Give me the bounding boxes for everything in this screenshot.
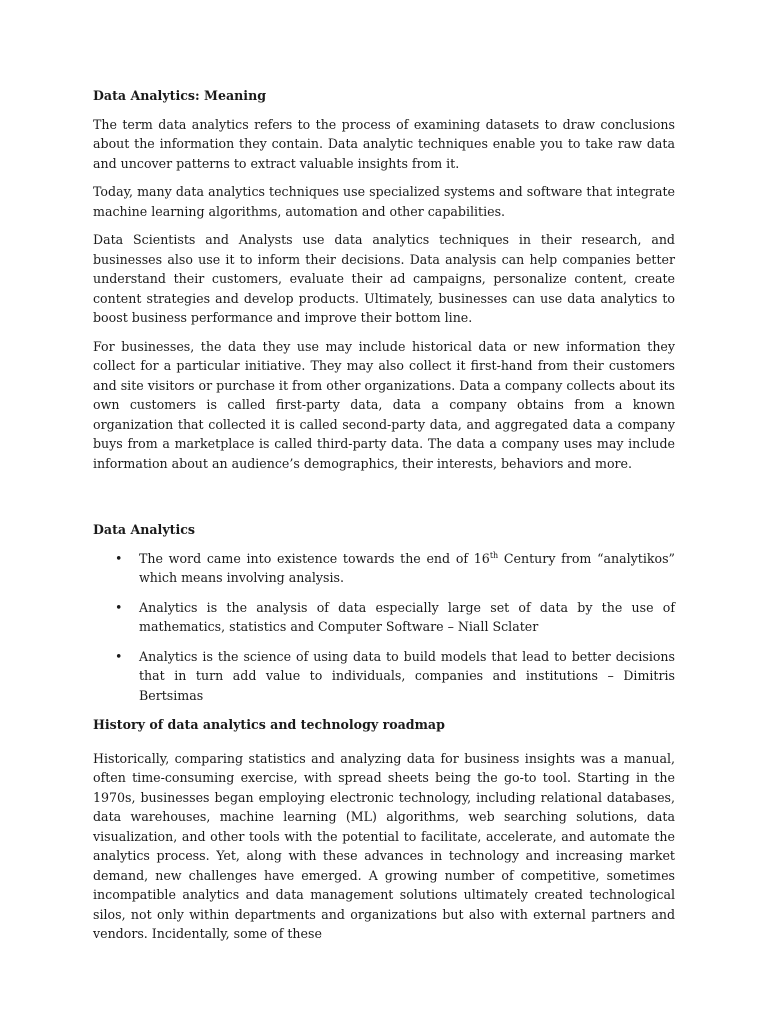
bullet-text: Analytics is the analysis of data especially large set of data by the use of mathematics, statistics and Computer Software – Niall Sclater [139,599,675,634]
paragraph-definition: The term data analytics refers to the process of examining datasets to draw conclusions about the information they contain. Data analytic techniques enable you to take raw data and uncover patterns to extract valuable insights from it. [93,116,675,171]
bullet-text-before: The word came into existence towards the end of 16 [139,550,490,566]
section-heading-data-analytics: Data Analytics [93,522,195,537]
list-item [93,549,675,588]
section-spacer [93,482,675,520]
bullet-marker: • [115,599,123,615]
history-section [93,749,675,944]
ordinal-superscript: th [489,550,499,560]
paragraph-scientists: Data Scientists and Analysts use data analytics techniques in their research, and businesses also use it to inform their decisions. Data analysis can help companies better understand their customers, evaluate their ad campaigns, personalize content, create content strategies and develop products. Ultimately, businesses can use data analytics to boost business performance and improve their bottom line. [93,232,675,325]
definitions-list [93,549,675,706]
list-item [93,598,675,637]
bullet-text-after: Century from “analytikos” which means involving analysis. [139,550,675,585]
bullet-text: Analytics is the science of using data to build models that lead to better decisions that in turn add value to individuals, companies and institutions – Dimitris Bertsimas [139,648,675,703]
paragraph-techniques: Today, many data analytics techniques use specialized systems and software that integrate machine learning algorithms, automation and other capabilities. [93,184,675,219]
section-heading-history: History of data analytics and technology roadmap [93,717,445,732]
section-heading-meaning: Data Analytics: Meaning [93,88,267,103]
list-item [93,647,675,706]
paragraph-businesses: For businesses, the data they use may include historical data or new information they collect for a particular initiative. They may also collect it first-hand from their customers and site visitors or purchase it from other organizations. Data a company collects about its own customers is called first-party data, data a company obtains from a known organization that collected it is called second-party data, and aggregated data a company buys from a marketplace is called third-party data. The data a company uses may include information about an audience’s demographics, their interests, behaviors and more. [93,338,675,471]
document-page [93,86,675,944]
paragraph-history: Historically, comparing statistics and analyzing data for business insights was a manual, often time-consuming exercise, with spread sheets being the go-to tool. Starting in the 1970s, businesses began employing electronic technology, including relational databases, data warehouses, machine learning (ML) algorithms, web searching solutions, data visualization, and other tools with the potential to facilitate, accelerate, and automate the analytics process. Yet, along with these advances in technology and increasing market demand, new challenges have emerged. A growing number of competitive, sometimes incompatible analytics and data management solutions ultimately created technological silos, not only within departments and organizations but also with external partners and vendors. Incidentally, some of these [93,750,675,941]
bullet-marker: • [115,550,123,566]
bullet-marker: • [115,648,123,664]
